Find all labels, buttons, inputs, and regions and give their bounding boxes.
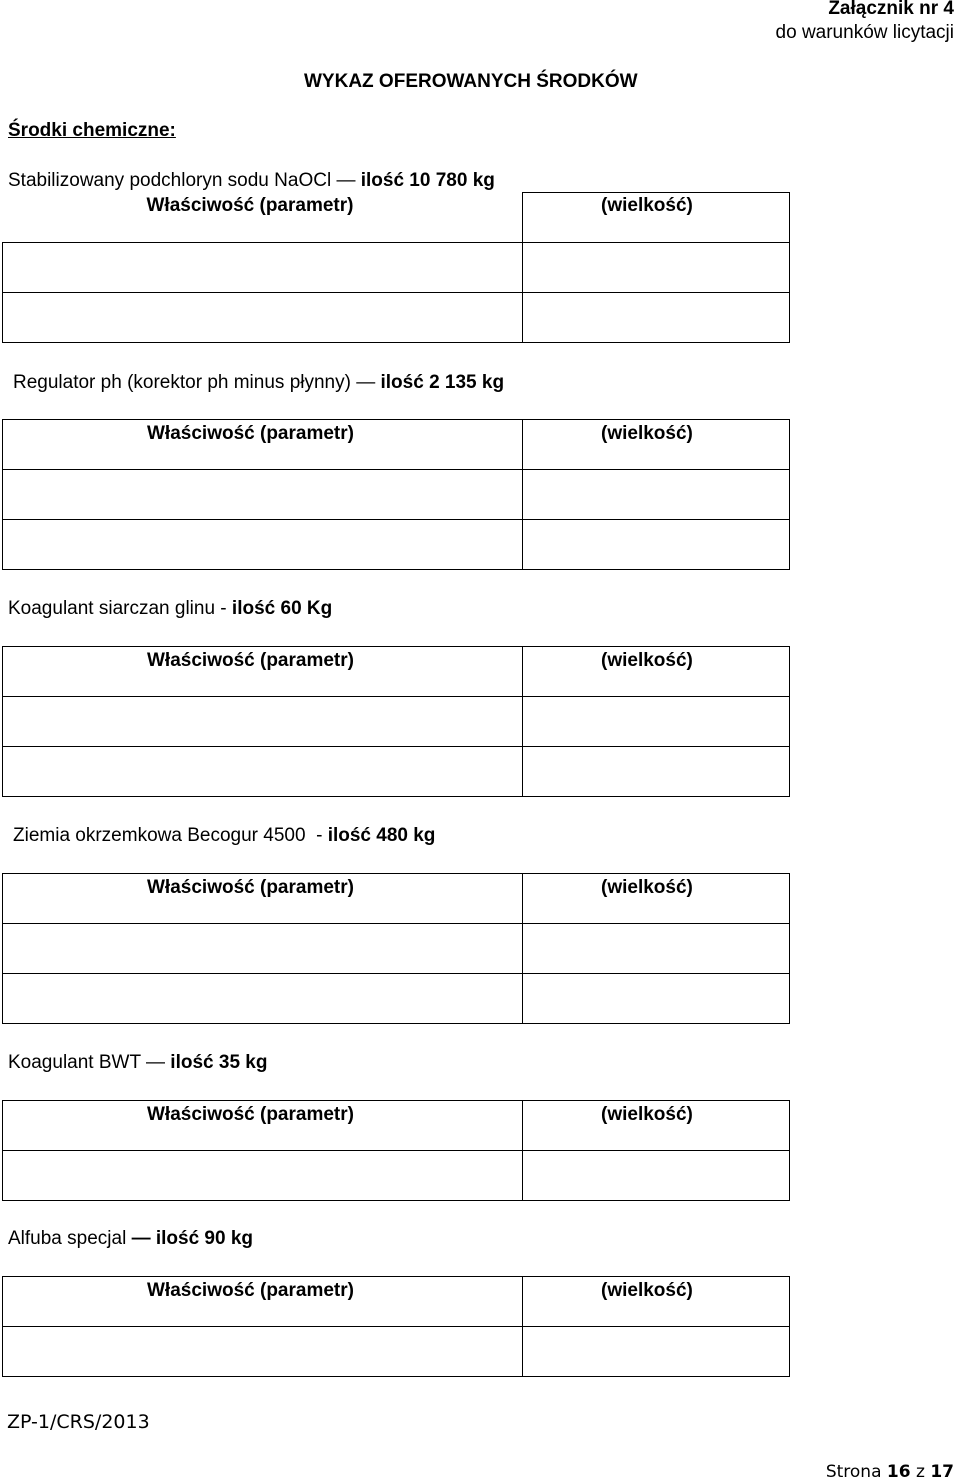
spec-table <box>2 192 790 343</box>
property-cell[interactable] <box>3 1327 523 1377</box>
property-cell[interactable] <box>3 293 523 343</box>
spec-table <box>2 1100 790 1201</box>
item-name: Alfuba specjal <box>8 1228 132 1249</box>
header-property: Właściwość (parametr) <box>3 193 523 243</box>
property-cell[interactable] <box>3 924 523 974</box>
value-cell[interactable] <box>523 924 790 974</box>
header-value: (wielkość) <box>523 193 790 243</box>
property-cell[interactable] <box>3 747 523 797</box>
attachment-label: Załącznik nr 4 <box>828 0 954 19</box>
item-title: Regulator ph (korektor ph minus płynny) — ilość 2 135 kg <box>13 372 505 393</box>
item-quantity: ilość 2 135 kg <box>380 372 505 393</box>
property-cell[interactable] <box>3 1151 523 1201</box>
spec-table <box>2 873 790 1024</box>
item-title: Koagulant BWT — ilość 35 kg <box>8 1052 268 1073</box>
value-cell[interactable] <box>523 747 790 797</box>
value-cell[interactable] <box>523 470 790 520</box>
spec-table <box>2 646 790 797</box>
property-cell[interactable] <box>3 243 523 293</box>
current-page: 16 <box>886 1462 911 1482</box>
total-pages: 17 <box>930 1462 954 1482</box>
item-quantity: ilość 35 kg <box>170 1052 268 1073</box>
item-quantity: ilość 60 Kg <box>231 598 333 619</box>
item-title <box>13 825 435 847</box>
property-cell[interactable] <box>3 520 523 570</box>
header-value: (wielkość) <box>523 1277 790 1327</box>
page-label: Strona <box>825 1462 882 1482</box>
item-name: Koagulant siarczan glinu - <box>8 598 232 619</box>
section-heading: Środki chemiczne: <box>8 120 176 141</box>
header-property: Właściwość (parametr) <box>3 647 523 697</box>
value-cell[interactable] <box>523 1151 790 1201</box>
page-title: WYKAZ OFEROWANYCH ŚRODKÓW <box>304 71 638 92</box>
header-property: Właściwość (parametr) <box>3 874 523 924</box>
page-number <box>826 1462 954 1482</box>
item-name: Koagulant BWT <box>8 1052 147 1073</box>
header-value: (wielkość) <box>523 647 790 697</box>
item-name: Regulator ph (korektor ph minus płynny) <box>13 372 357 393</box>
property-cell[interactable] <box>3 470 523 520</box>
header-property: Właściwość (parametr) <box>3 1277 523 1327</box>
spec-table <box>2 1276 790 1377</box>
item-title <box>8 598 332 620</box>
item-quantity: ilość 90 kg <box>155 1228 254 1249</box>
item-title: Alfuba specjal — ilość 90 kg <box>8 1228 254 1249</box>
item-name: Ziemia okrzemkowa Becogur 4500 - <box>13 825 328 846</box>
header-value: (wielkość) <box>523 1101 790 1151</box>
value-cell[interactable] <box>523 1327 790 1377</box>
header-value: (wielkość) <box>523 420 790 470</box>
header-property: Właściwość (parametr) <box>3 1101 523 1151</box>
item-quantity: ilość 480 kg <box>327 825 436 846</box>
header-value: (wielkość) <box>523 874 790 924</box>
value-cell[interactable] <box>523 974 790 1024</box>
value-cell[interactable] <box>523 293 790 343</box>
item-title: Stabilizowany podchloryn sodu NaOCl — ilość 10 780 kg <box>8 170 495 191</box>
property-cell[interactable] <box>3 697 523 747</box>
of-label: z <box>915 1462 925 1482</box>
property-cell[interactable] <box>3 974 523 1024</box>
item-quantity: ilość 10 780 kg <box>360 170 495 191</box>
header-property: Właściwość (parametr) <box>3 420 523 470</box>
value-cell[interactable] <box>523 520 790 570</box>
attachment-subtitle: do warunków licytacji <box>775 22 954 43</box>
value-cell[interactable] <box>523 697 790 747</box>
value-cell[interactable] <box>523 243 790 293</box>
spec-table <box>2 419 790 570</box>
item-name: Stabilizowany podchloryn sodu NaOCl <box>8 170 337 191</box>
document-code: ZP-1/CRS/2013 <box>7 1411 150 1433</box>
